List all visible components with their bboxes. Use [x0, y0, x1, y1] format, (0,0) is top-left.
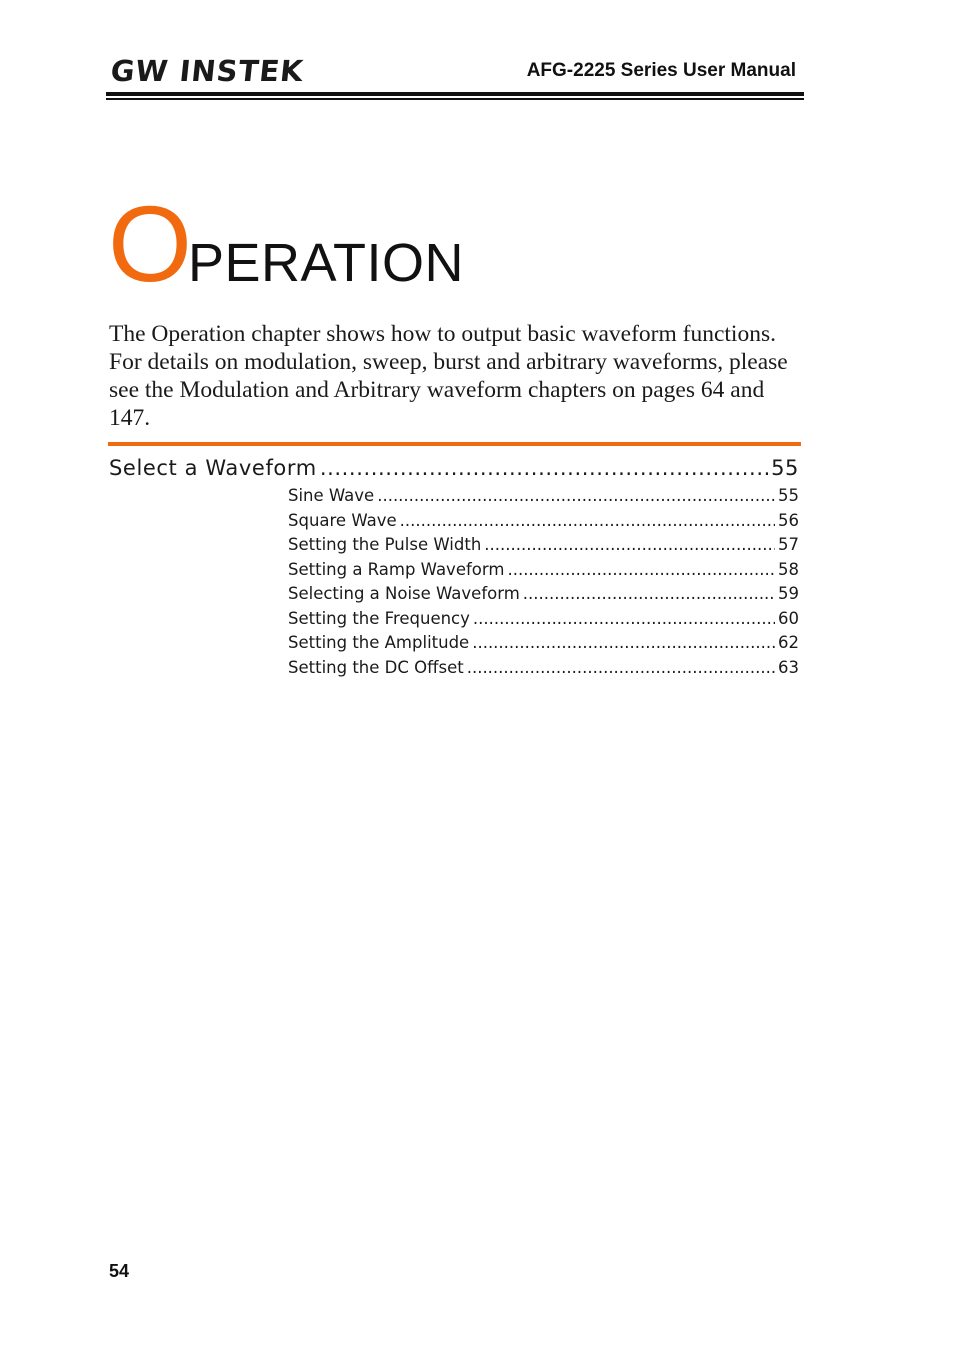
toc-entry-label: Setting the Frequency: [288, 608, 470, 628]
toc-entry[interactable]: [288, 560, 799, 584]
header-rule-thin: [106, 98, 804, 100]
toc-entry-label: Selecting a Noise Waveform: [288, 584, 520, 603]
toc-entry-page: 60: [778, 608, 799, 628]
toc-entry-label: Setting the Pulse Width: [288, 535, 482, 554]
toc-leader-dots: [467, 658, 775, 677]
toc-leader-dots: [320, 456, 768, 480]
toc-entry[interactable]: [288, 633, 799, 657]
chapter-title-rest: PERATION: [188, 233, 465, 293]
toc-entry[interactable]: [288, 511, 799, 535]
toc-main-label: Select a Waveform: [109, 456, 317, 480]
toc-leader-dots: [523, 584, 775, 603]
document-title: AFG-2225 Series User Manual: [526, 60, 796, 81]
page-header: [106, 52, 804, 100]
toc-main-entry[interactable]: [109, 456, 799, 486]
toc-entry-label: Square Wave: [288, 510, 397, 530]
toc-main-page: 55: [771, 456, 799, 480]
chapter-intro-paragraph: The Operation chapter shows how to output basic waveform functions. For details on modulation, sweep, burst and arbitrary waveforms, please see the Modulation and Arbitrary waveform chapters on pages 64 and 147.: [109, 321, 788, 431]
toc-entry[interactable]: [288, 535, 799, 559]
toc-entry[interactable]: [288, 584, 799, 608]
toc-leader-dots: [507, 560, 775, 579]
toc-entry-label: Sine Wave: [288, 486, 375, 505]
toc-entry-page: 63: [778, 657, 799, 677]
chapter-title: [108, 183, 465, 304]
header-rule-thick: [106, 92, 804, 96]
toc-leader-dots: [472, 633, 775, 652]
toc-leader-dots: [377, 486, 775, 505]
page-number: 54: [109, 1261, 130, 1281]
toc-entry-page: 55: [778, 486, 799, 505]
toc-entry-page: 57: [778, 535, 799, 554]
toc-entry-label: Setting the Amplitude: [288, 633, 470, 652]
section-divider: [108, 442, 801, 446]
toc-leader-dots: [484, 535, 775, 554]
toc-leader-dots: [473, 609, 775, 628]
toc-leader-dots: [400, 511, 775, 530]
brand-logo: GW INSTEK: [109, 54, 306, 88]
toc-entry-page: 56: [778, 510, 799, 530]
toc-entry-page: 59: [778, 584, 799, 603]
toc-entry-page: 62: [778, 633, 799, 652]
toc-entry-label: Setting a Ramp Waveform: [288, 559, 505, 579]
toc-entry-label: Setting the DC Offset: [288, 657, 464, 677]
toc-entry[interactable]: [288, 486, 799, 510]
chapter-title-initial: O: [108, 183, 189, 304]
toc-entry[interactable]: [288, 658, 799, 682]
toc-entry-page: 58: [778, 559, 799, 579]
toc-entry[interactable]: [288, 609, 799, 633]
